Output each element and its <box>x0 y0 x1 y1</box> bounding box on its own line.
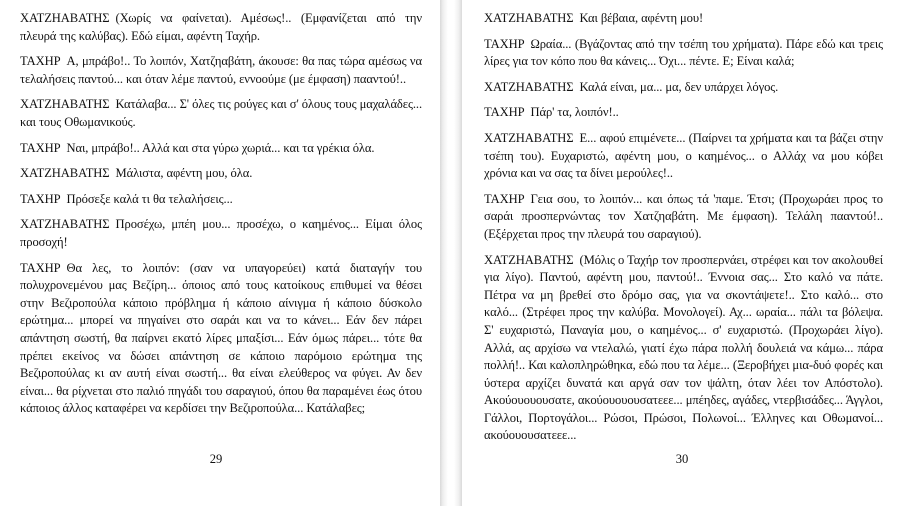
speaker-name: ΧΑΤΖΗΑΒΑΤΗΣ <box>20 217 110 232</box>
speaker-name: ΤΑΧΗΡ <box>484 105 525 120</box>
dialogue-text: Και βέβαια, αφέντη μου! <box>579 11 704 25</box>
paragraph <box>20 191 422 209</box>
dialogue-text: Θα λες, το λοιπόν: (σαν να υπαγορεύει) κατά διαταγήν του πολυχρονεμένου μας Βεζίρη... όποιος από τους κατοίκους επιθυμεί να θέσει στην Βεζιροπούλα κάποιο πρόβλημα ή κάποιο αίνιγμα ή κάποιο δύσκολο ερώτημα... μπορεί να πηγαίνει στο σαράι και να το κάνει... Εάν δεν πάρει απάντηση σωστή, θα παίρνει εκατό λίρες μπαξίσι... Εάν όμως πάρει... τότε θα πρέπει εκείνος να δώσει απάντηση σε κάποιο παρόμοιο ερώτημα της Βεζιροπούλας κι αν αυτή είναι σωστή... θα είναι ελεύθερος να φύγει. Αν δεν είναι... θα ρίχνεται στο παλιό πηγάδι του σαραγιού, όπου θα παραμένει έως ότου κάποιος άλλος καταφέρει να κερδίσει την Βεζιροπούλα... Κατάλαβες; <box>20 260 422 416</box>
speaker-name: ΧΑΤΖΗΑΒΑΤΗΣ <box>484 11 574 25</box>
dialogue-text: Ναι, μπράβο!.. Αλλά και στα γύρω χωριά... και τα γρέκια όλα. <box>66 140 375 155</box>
paragraph <box>484 104 883 122</box>
speaker-name: ΤΑΧΗΡ <box>484 36 525 51</box>
left-page <box>0 0 440 506</box>
speaker-name: ΧΑΤΖΗΑΒΑΤΗΣ <box>484 130 574 145</box>
right-page <box>462 0 901 506</box>
speaker-name: ΧΑΤΖΗΑΒΑΤΗΣ <box>484 252 574 267</box>
dialogue-text: Α, μπράβο!.. Το λοιπόν, Χατζηαβάτη, άκουσε: θα πας τώρα αμέσως να τελαλήσεις παντού... και όταν λέμε παντού, εννοούμε (με έμφαση) πααντού!.. <box>20 54 422 86</box>
speaker-name: ΧΑΤΖΗΑΒΑΤΗΣ <box>20 97 110 112</box>
book-gutter <box>440 0 462 506</box>
speaker-name: ΧΑΤΖΗΑΒΑΤΗΣ <box>20 166 110 181</box>
paragraph <box>484 10 883 28</box>
dialogue-text: Κατάλαβα... Σ' όλες τις ρούγες και σ' όλους τους μαχαλάδες... και τους Οθωμανικούς. <box>20 97 422 129</box>
paragraph <box>20 96 422 131</box>
speaker-name: ΧΑΤΖΗΑΒΑΤΗΣ <box>484 79 574 94</box>
speaker-name: ΤΑΧΗΡ <box>484 191 525 206</box>
dialogue-text: Μάλιστα, αφέντη μου, όλα. <box>115 166 253 181</box>
paragraph <box>20 260 422 418</box>
page-number: 29 <box>209 452 223 466</box>
paragraph <box>20 140 422 158</box>
dialogue-text: (Μόλις ο Ταχήρ τον προσπερνάει, στρέφει και τον ακολουθεί για λίγο). Παντού, αφέντη μου, παντού!.. Έννοια σας... Στο καλό να πάτε. Πέτρα να μη βρεθεί στο δρόμο σας, για να σκοντάψετε!.. Στο καλό... στο καλό... (Στρέφει προς την καλύβα. Μονολογεί). Αχ... ωραία... πάλι τα βόλεψα. Σ' ευχαριστώ, Παναγία μου, ο καημένος... σ' ευχαριστώ. (Προχωράει λίγο). Αλλά, ας αρχίσω να ντελαλώ, γιατί έχω πάρα πολλή δουλειά να κάμω... πάρα πολλή!.. Και καλοπληρώθηκα, εδώ που τα λέμε... (Ξεροβήχει μια-δυό φορές και ύστερα αρχίζει δυνατά και αργά σαν τον ψάλτη, όταν λέει τον Απόστολο). Ακούουουουσατε, ακούουουουσατεεε... μπέηδες, αγάδες, ντερβισάδες... Άγγλοι, Γάλλοι, Πορτογάλοι... Ρώσοι, Πρώσοι, Πολωνοί... Έλληνες και Οθωμανοί... ακούουουσατεεε... <box>484 252 883 443</box>
paragraph <box>484 130 883 183</box>
paragraph <box>484 191 883 244</box>
page-number: 30 <box>675 452 689 466</box>
paragraph <box>484 36 883 71</box>
dialogue-text: Προσέχω, μπέη μου... προσέχω, ο καημένος... Είμαι όλος προσοχή! <box>20 217 422 249</box>
paragraph <box>20 216 422 251</box>
paragraph <box>20 53 422 88</box>
dialogue-text: Ε... αφού επιμένετε... (Παίρνει τα χρήματα και τα βάζει στην τσέπη του). Ευχαριστώ, αφέντη μου, ο καημένος... ο Αλλάχ να μου κόβει χρόνια και να σας τα δίνει μερούλες!.. <box>484 130 883 181</box>
dialogue-text: Γεια σου, το λοιπόν... και όπως τά 'παμε. Έτσι; (Προχωράει προς το σαράι προσπερνώντας τον Χατζηαβάτη. Με έμφαση). Τελάλη πααντού!.. (Εξέρχεται προς την πλευρά του σαραγιού). <box>484 191 883 241</box>
dialogue-text: Καλά είναι, μα... μα, δεν υπάρχει λόγος. <box>579 79 779 94</box>
speaker-name: ΤΑΧΗΡ <box>20 54 61 69</box>
speaker-name: ΤΑΧΗΡ <box>20 260 61 275</box>
paragraph <box>20 165 422 183</box>
dialogue-text: Πάρ' τα, λοιπόν!.. <box>530 105 619 120</box>
speaker-name: ΤΑΧΗΡ <box>20 191 61 206</box>
speaker-name: ΧΑΤΖΗΑΒΑΤΗΣ <box>20 11 110 25</box>
dialogue-text: Πρόσεξε καλά τι θα τελαλήσεις... <box>66 191 233 206</box>
paragraph <box>484 79 883 97</box>
dialogue-text: Ωραία... (Βγάζοντας από την τσέπη του χρήματα). Πάρε εδώ και τρεις λίρες για τον κόπο που θα κάνεις... Όχι... πέντε. Ε; Είναι καλά; <box>484 36 883 69</box>
dialogue-text: (Χωρίς να φαίνεται). Αμέσως!.. (Εμφανίζεται από την πλευρά της καλύβας). Εδώ είμαι, αφέντη Ταχήρ. <box>20 11 422 43</box>
paragraph <box>484 252 883 446</box>
paragraph <box>20 10 422 45</box>
speaker-name: ΤΑΧΗΡ <box>20 140 61 155</box>
